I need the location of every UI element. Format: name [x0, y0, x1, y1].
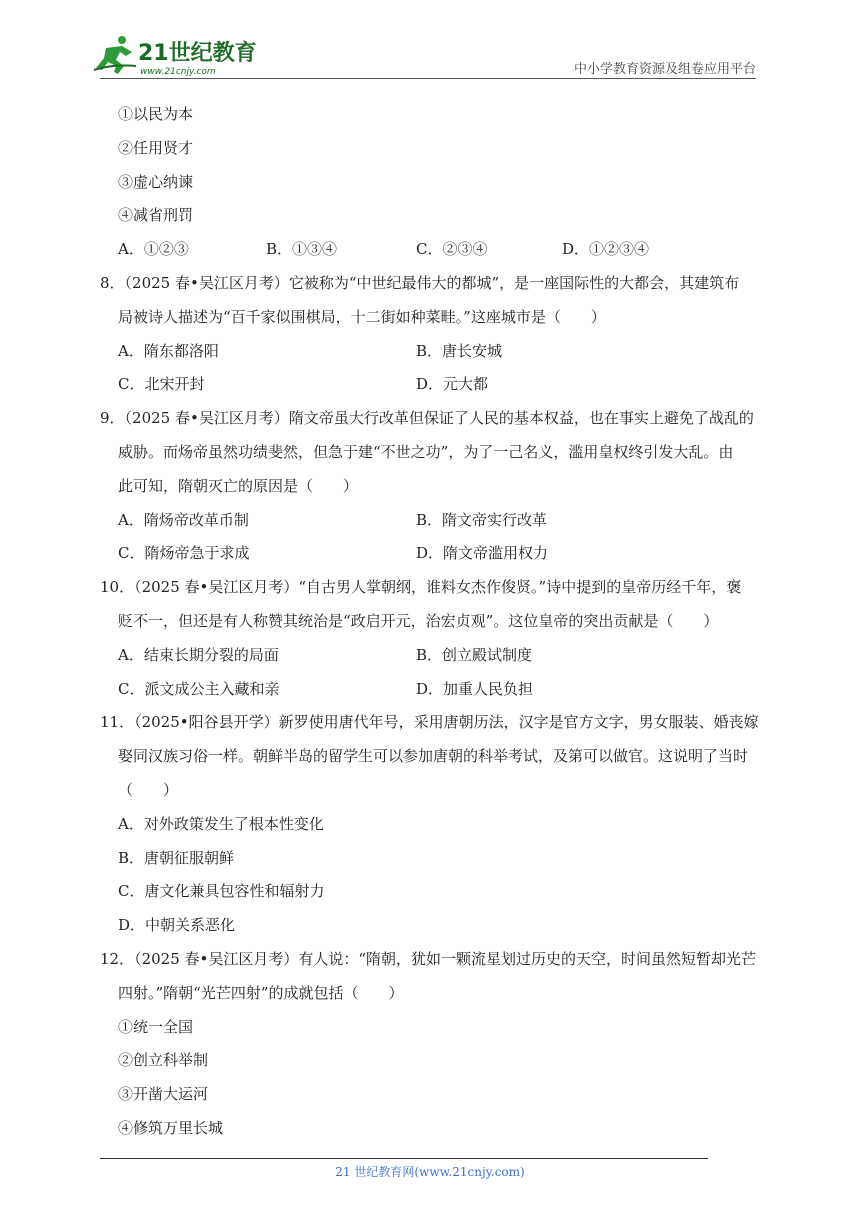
q10-options-row-1 [100, 639, 770, 673]
q8-options-row-2 [100, 368, 770, 402]
q7-item-3: ③虚心纳谏 [118, 172, 194, 191]
q8-option-c: C．北宋开封 [118, 375, 205, 394]
q9-stem-line-2: 威胁。而炀帝虽然功绩斐然，但急于建“不世之功”，为了一己名义，滥用皇权终引发大乱。由 [118, 442, 734, 461]
q12-item-4: ④修筑万里长城 [118, 1118, 224, 1137]
q7-item-2: ②任用贤才 [118, 138, 194, 157]
logo-text: 21世纪教育 [138, 41, 257, 66]
q7-options [100, 233, 770, 267]
q11-stem-line-1: 11．（2025•阳谷县开学）新罗使用唐代年号，采用唐朝历法，汉字是官方文字，男女服装、婚丧嫁 [100, 713, 759, 732]
q11-option-d: D．中朝关系恶化 [118, 916, 236, 935]
q12-stem-line-1: 12．（2025 春•吴江区月考）有人说：“隋朝，犹如一颗流星划过历史的天空，时间虽然短暂却光芒 [100, 949, 757, 968]
q10-option-c: C．派文成公主入藏和亲 [118, 679, 280, 698]
q11-option-c: C．唐文化兼具包容性和辐射力 [118, 882, 325, 901]
q7-option-b: B．①③④ [266, 240, 338, 259]
q10-option-b: B．创立殿试制度 [416, 645, 533, 664]
q10-stem-line-2: 贬不一，但还是有人称赞其统治是“政启开元，治宏贞观”。这位皇帝的突出贡献是（ ） [118, 611, 719, 630]
q11-option-b: B．唐朝征服朝鲜 [118, 848, 235, 867]
q9-options-row-2 [100, 537, 770, 571]
question-content [100, 98, 770, 1146]
q12-stem-line-2: 四射。”隋朝“光芒四射”的成就包括（ ） [118, 983, 404, 1002]
q9-stem-line-3: 此可知，隋朝灭亡的原因是（ ） [118, 476, 359, 495]
q7-option-c: C．②③④ [416, 240, 488, 259]
q10-options-row-2 [100, 673, 770, 707]
q9-option-d: D．隋文帝滥用权力 [416, 544, 549, 563]
page-header [0, 0, 860, 80]
q8-option-b: B．唐长安城 [416, 341, 503, 360]
footer-divider [100, 1158, 708, 1159]
header-divider [100, 78, 756, 79]
runner-logo-icon [92, 34, 262, 78]
q9-option-c: C．隋炀帝急于求成 [118, 544, 250, 563]
q8-option-d: D．元大都 [416, 375, 489, 394]
site-logo [92, 34, 262, 78]
q12-item-3: ③开凿大运河 [118, 1085, 209, 1104]
footer-link[interactable]: 21 世纪教育网(www.21cnjy.com) [335, 1165, 525, 1179]
q9-stem-line-1: 9．（2025 春•吴江区月考）隋文帝虽大行改革但保证了人民的基本权益，也在事实上避免了战乱的 [100, 409, 754, 428]
q12-item-1: ①统一全国 [118, 1017, 194, 1036]
logo-url: www.21cnjy.com [140, 67, 216, 77]
q8-stem-line-2: 局被诗人描述为“百千家似围棋局，十二街如种菜畦。”这座城市是（ ） [118, 307, 606, 326]
q8-option-a: A．隋东都洛阳 [118, 341, 219, 360]
q11-stem-line-3: （ ） [118, 780, 179, 799]
q11-stem-line-2: 娶同汉族习俗一样。朝鲜半岛的留学生可以参加唐朝的科举考试，及第可以做官。这说明了当时 [118, 747, 749, 766]
q11-option-a: A．对外政策发生了根本性变化 [118, 814, 324, 833]
q9-option-a: A．隋炀帝改革币制 [118, 510, 249, 529]
q7-item-4: ④减省刑罚 [118, 206, 194, 225]
q9-option-b: B．隋文帝实行改革 [416, 510, 548, 529]
q12-item-2: ②创立科举制 [118, 1051, 209, 1070]
q10-option-d: D．加重人民负担 [416, 679, 534, 698]
q10-stem-line-1: 10．（2025 春•吴江区月考）“自古男人掌朝纲，谁料女杰作俊贤。”诗中提到的皇帝历经千年，褒 [100, 578, 742, 597]
q9-options-row-1 [100, 504, 770, 538]
q8-stem-line-1: 8．（2025 春•吴江区月考）它被称为“中世纪最伟大的都城”，是一座国际性的大都会，其建筑布 [100, 273, 740, 292]
header-tagline: 中小学教育资源及组卷应用平台 [573, 62, 756, 77]
q7-item-1: ①以民为本 [118, 105, 194, 123]
q7-option-d: D．①②③④ [562, 240, 650, 259]
q10-option-a: A．结束长期分裂的局面 [118, 645, 279, 664]
q8-options-row-1 [100, 335, 770, 369]
q7-option-a: A．①②③ [118, 240, 189, 259]
